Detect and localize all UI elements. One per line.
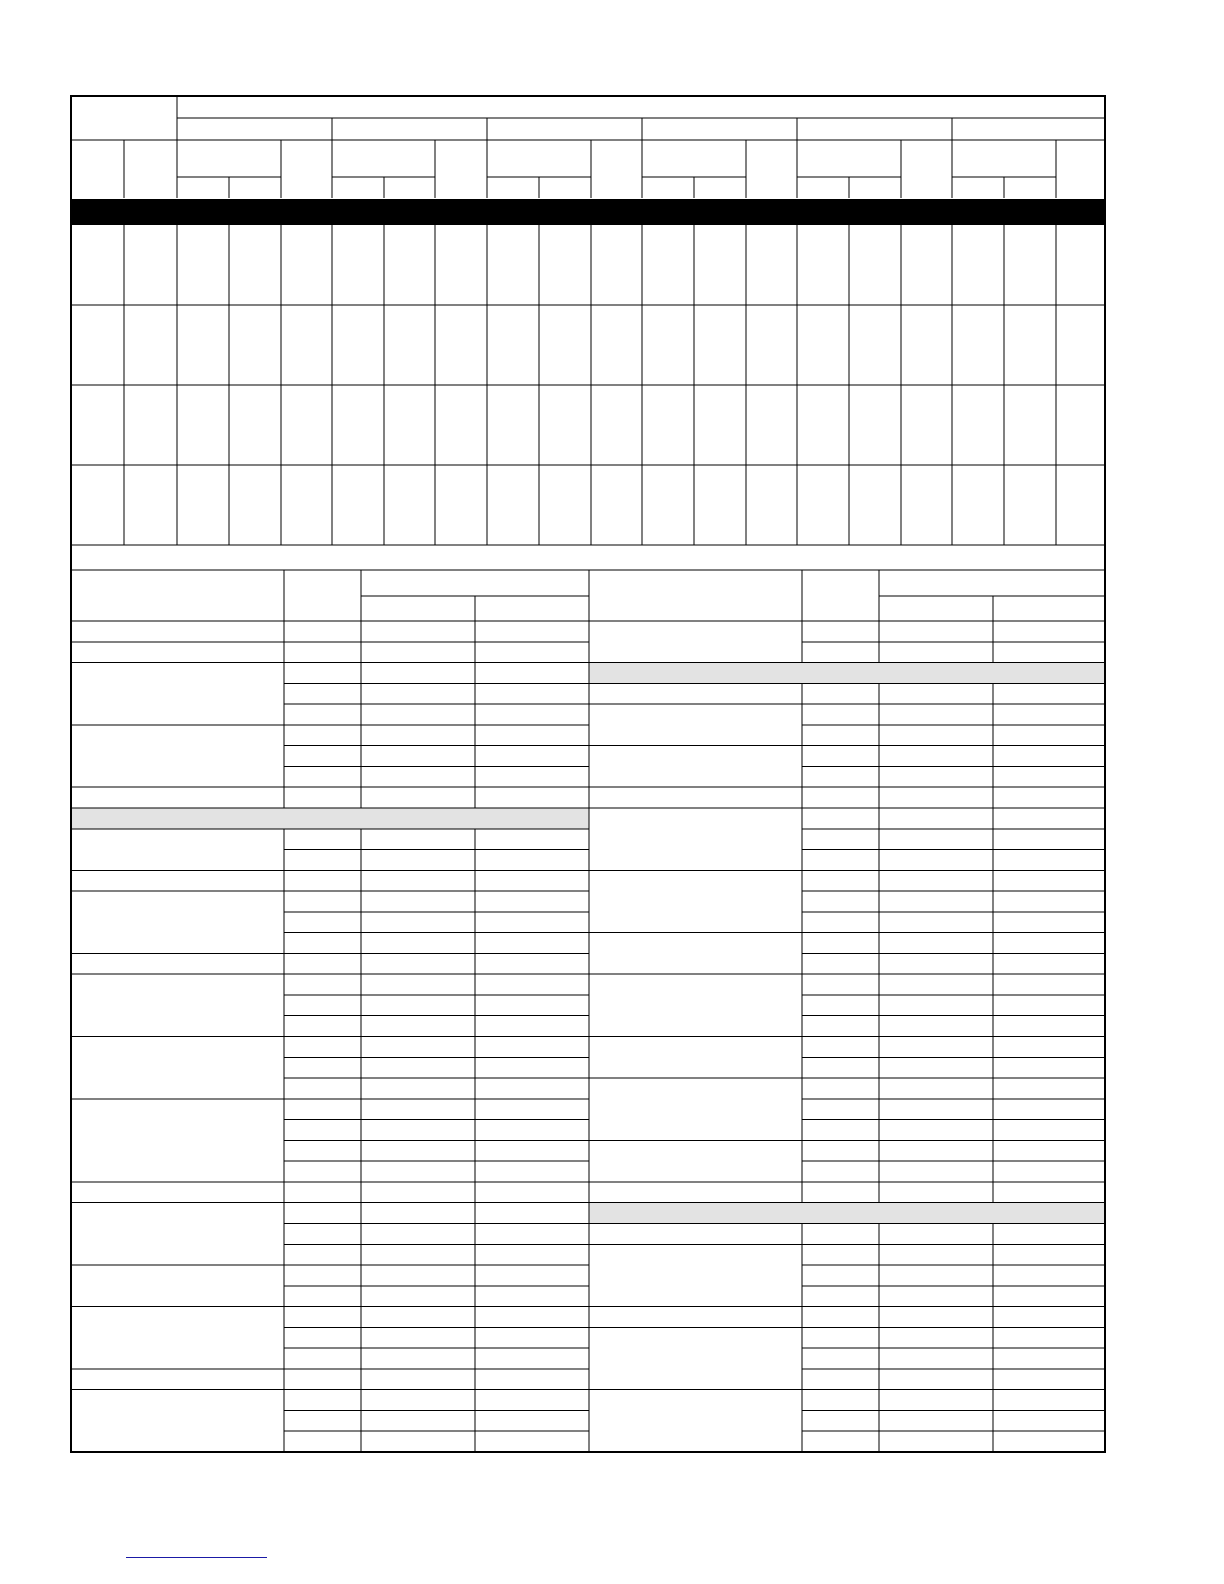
shaded-rows [71, 663, 1105, 1224]
outer-border [71, 96, 1105, 1452]
table-frame [71, 96, 1105, 1452]
black-banner [71, 199, 1105, 225]
header-banner-bar [71, 199, 1105, 225]
footer-link[interactable] [126, 1557, 267, 1558]
left-section-bar-9 [71, 808, 589, 829]
table-rules [71, 96, 1105, 1452]
right-section-bar-2 [589, 663, 1105, 684]
right-section-bar-28 [589, 1203, 1105, 1224]
